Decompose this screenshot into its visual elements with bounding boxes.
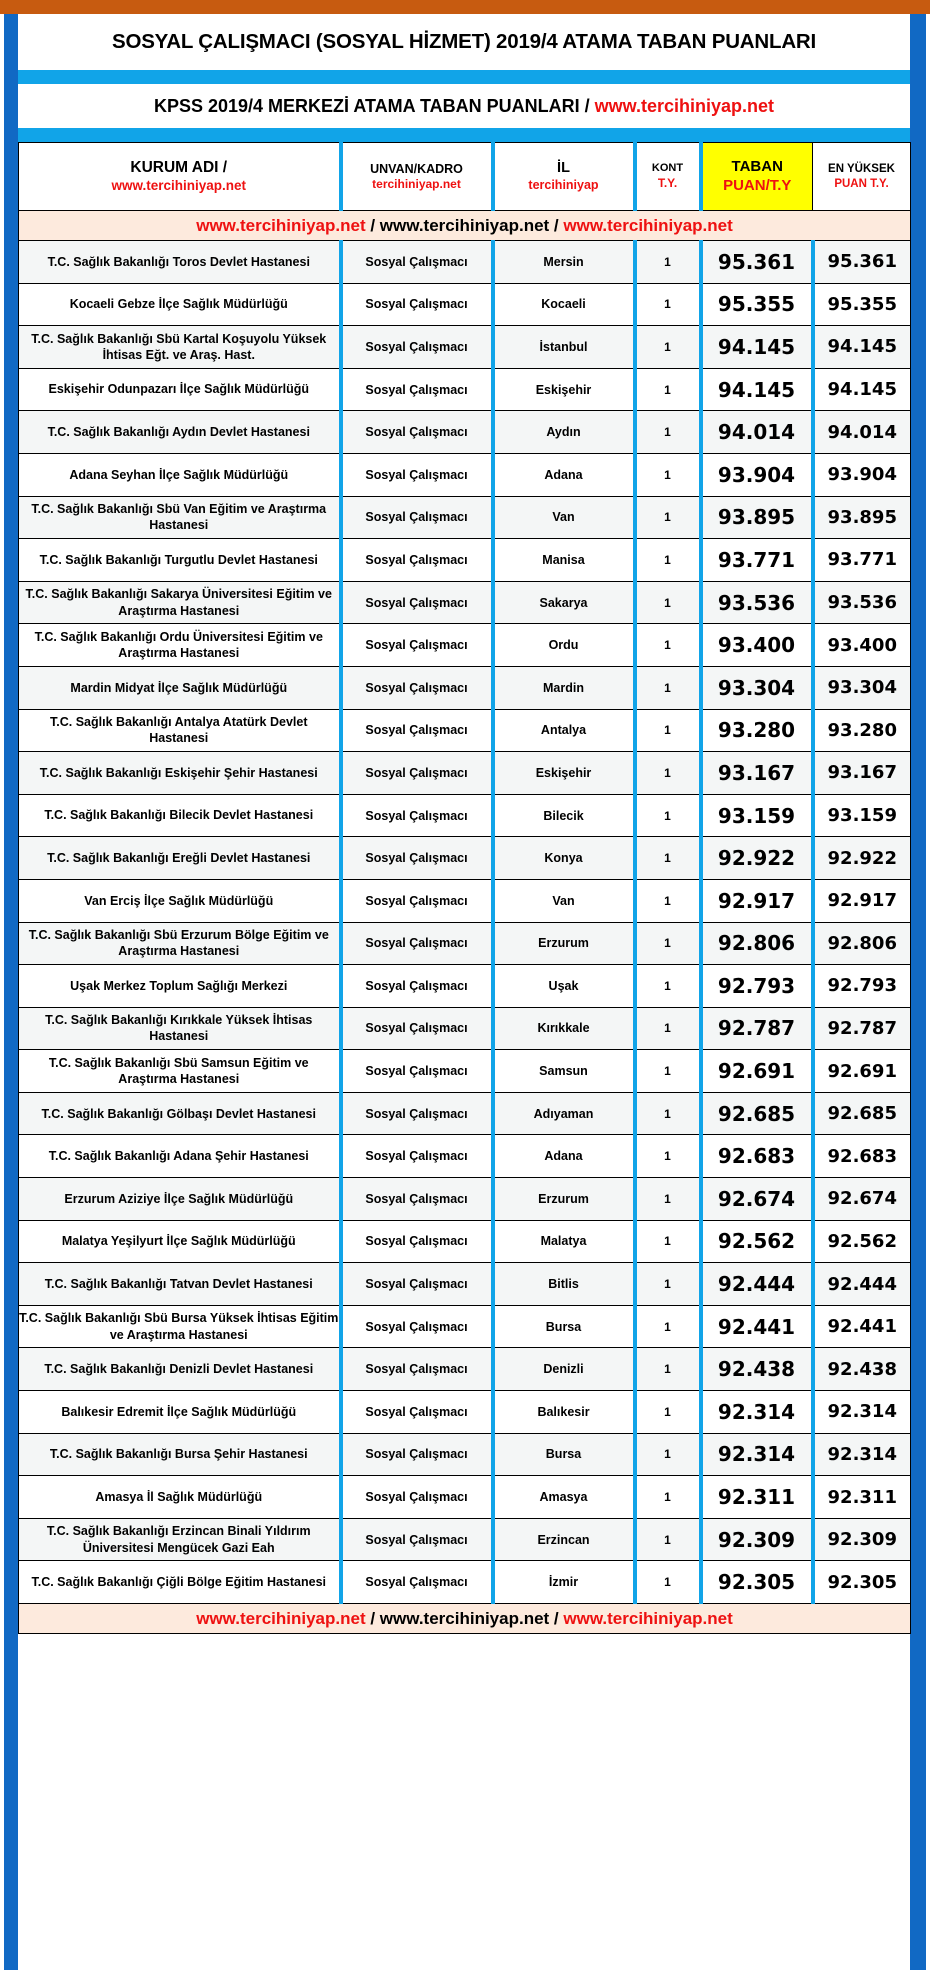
cell-unvan: Sosyal Çalışmacı [341, 922, 493, 965]
enyuksek-header-line2 [813, 177, 910, 191]
cell-enyuksek: 92.441 [813, 1305, 911, 1348]
kurum-header-line2: www.tercihiniyap.net [111, 177, 247, 193]
cell-enyuksek: 92.438 [813, 1348, 911, 1391]
cell-kurum: T.C. Sağlık Bakanlığı Sbü Samsun Eğitim ve Araştırma Hastanesi [19, 1050, 341, 1093]
cell-kurum: Balıkesir Edremit İlçe Sağlık Müdürlüğü [19, 1391, 341, 1434]
cell-il: Eskişehir [493, 368, 635, 411]
cell-taban: 93.167 [701, 752, 813, 795]
top-orange-strip [0, 0, 930, 14]
table-row [19, 922, 911, 965]
cell-unvan: Sosyal Çalışmacı [341, 1178, 493, 1221]
table-row [19, 283, 911, 326]
cell-kont: 1 [635, 1518, 701, 1561]
column-header-unvan-kadro [341, 143, 493, 211]
cell-il: Eskişehir [493, 752, 635, 795]
table-row [19, 1050, 911, 1093]
cell-kont: 1 [635, 283, 701, 326]
cell-taban: 92.438 [701, 1348, 813, 1391]
il-header-line1: İL [557, 160, 570, 177]
column-header-en-yuksek-puan [813, 143, 911, 211]
cell-taban: 93.159 [701, 794, 813, 837]
promo-top-sep-1: / [365, 215, 380, 235]
page-title [18, 14, 910, 70]
table-row [19, 837, 911, 880]
cell-taban: 93.771 [701, 539, 813, 582]
cell-kont: 1 [635, 837, 701, 880]
cell-unvan: Sosyal Çalışmacı [341, 1433, 493, 1476]
taban-header-line1: TABAN [731, 158, 783, 176]
cell-unvan: Sosyal Çalışmacı [341, 794, 493, 837]
cell-enyuksek: 93.536 [813, 581, 911, 624]
left-blue-rail [4, 14, 18, 1970]
cell-kont: 1 [635, 922, 701, 965]
table-row [19, 752, 911, 795]
table-row [19, 539, 911, 582]
cell-kont: 1 [635, 1178, 701, 1221]
table-row [19, 1561, 911, 1604]
promo-band-top [19, 211, 911, 241]
cell-kont: 1 [635, 581, 701, 624]
cell-unvan: Sosyal Çalışmacı [341, 879, 493, 922]
cell-taban: 93.400 [701, 624, 813, 667]
cell-kont: 1 [635, 368, 701, 411]
cell-taban: 92.793 [701, 965, 813, 1008]
cell-unvan: Sosyal Çalışmacı [341, 965, 493, 1008]
cell-il: Van [493, 496, 635, 539]
il-header-line2: tercihiniyap [528, 177, 599, 192]
cell-taban: 92.314 [701, 1391, 813, 1434]
cell-il: İstanbul [493, 326, 635, 369]
enyuksek-header-ty: T.Y. [870, 177, 889, 190]
cell-kont: 1 [635, 1476, 701, 1519]
cell-enyuksek: 93.895 [813, 496, 911, 539]
cell-kont: 1 [635, 1433, 701, 1476]
unvan-header-line1: UNVAN/KADRO [370, 161, 463, 176]
cell-taban: 93.904 [701, 453, 813, 496]
cell-il: Bursa [493, 1433, 635, 1476]
cell-il: Manisa [493, 539, 635, 582]
cell-enyuksek: 92.562 [813, 1220, 911, 1263]
cell-kurum: T.C. Sağlık Bakanlığı Ordu Üniversitesi Eğitim ve Araştırma Hastanesi [19, 624, 341, 667]
cell-il: Bursa [493, 1305, 635, 1348]
cell-enyuksek: 94.145 [813, 368, 911, 411]
cell-taban: 93.895 [701, 496, 813, 539]
cell-il: Kocaeli [493, 283, 635, 326]
table-row [19, 1135, 911, 1178]
table-row [19, 1348, 911, 1391]
cell-il: Samsun [493, 1050, 635, 1093]
cell-kurum: Amasya İl Sağlık Müdürlüğü [19, 1476, 341, 1519]
cell-enyuksek: 92.787 [813, 1007, 911, 1050]
promo-top-link-1[interactable]: www.tercihiniyap.net [196, 215, 366, 235]
table-row [19, 453, 911, 496]
scores-table [18, 142, 911, 1634]
cell-taban: 92.305 [701, 1561, 813, 1604]
cell-kurum: Malatya Yeşilyurt İlçe Sağlık Müdürlüğü [19, 1220, 341, 1263]
table-row [19, 368, 911, 411]
cell-enyuksek: 92.685 [813, 1092, 911, 1135]
cell-kont: 1 [635, 539, 701, 582]
cell-enyuksek: 93.771 [813, 539, 911, 582]
cell-kont: 1 [635, 1092, 701, 1135]
table-row [19, 1092, 911, 1135]
cell-kont: 1 [635, 1348, 701, 1391]
cell-il: Aydın [493, 411, 635, 454]
table-header-row [19, 143, 911, 211]
cell-taban: 94.145 [701, 326, 813, 369]
cell-enyuksek: 92.917 [813, 879, 911, 922]
cell-kurum: Uşak Merkez Toplum Sağlığı Merkezi [19, 965, 341, 1008]
cell-il: Denizli [493, 1348, 635, 1391]
cell-kont: 1 [635, 1305, 701, 1348]
cell-enyuksek: 93.400 [813, 624, 911, 667]
title-separator-bottom [18, 128, 910, 142]
cell-unvan: Sosyal Çalışmacı [341, 539, 493, 582]
cell-kont: 1 [635, 1263, 701, 1306]
cell-unvan: Sosyal Çalışmacı [341, 496, 493, 539]
cell-kont: 1 [635, 794, 701, 837]
cell-enyuksek: 92.683 [813, 1135, 911, 1178]
cell-il: Antalya [493, 709, 635, 752]
promo-top-link-2[interactable]: www.tercihiniyap.net [379, 215, 550, 235]
cell-il: Balıkesir [493, 1391, 635, 1434]
cell-taban: 92.685 [701, 1092, 813, 1135]
cell-kont: 1 [635, 709, 701, 752]
column-header-kurum-adi [19, 143, 341, 211]
promo-band-bottom-text [19, 1604, 911, 1634]
cell-taban: 92.444 [701, 1263, 813, 1306]
cell-unvan: Sosyal Çalışmacı [341, 1050, 493, 1093]
cell-taban: 92.922 [701, 837, 813, 880]
cell-taban: 93.536 [701, 581, 813, 624]
cell-enyuksek: 92.691 [813, 1050, 911, 1093]
cell-il: Uşak [493, 965, 635, 1008]
cell-kont: 1 [635, 1391, 701, 1434]
cell-unvan: Sosyal Çalışmacı [341, 581, 493, 624]
cell-kurum: T.C. Sağlık Bakanlığı Gölbaşı Devlet Hastanesi [19, 1092, 341, 1135]
cell-unvan: Sosyal Çalışmacı [341, 1220, 493, 1263]
promo-top-link-3[interactable]: www.tercihiniyap.net [563, 215, 733, 235]
column-header-il [493, 143, 635, 211]
cell-taban: 92.691 [701, 1050, 813, 1093]
cell-kont: 1 [635, 453, 701, 496]
cell-kurum: T.C. Sağlık Bakanlığı Erzincan Binali Yıldırım Üniversitesi Mengücek Gazi Eah [19, 1518, 341, 1561]
cell-il: Bitlis [493, 1263, 635, 1306]
cell-taban: 93.304 [701, 666, 813, 709]
cell-kurum: T.C. Sağlık Bakanlığı Turgutlu Devlet Hastanesi [19, 539, 341, 582]
table-row [19, 1305, 911, 1348]
cell-taban: 92.683 [701, 1135, 813, 1178]
cell-unvan: Sosyal Çalışmacı [341, 1348, 493, 1391]
table-row [19, 581, 911, 624]
cell-kurum: Mardin Midyat İlçe Sağlık Müdürlüğü [19, 666, 341, 709]
cell-kont: 1 [635, 666, 701, 709]
cell-enyuksek: 92.674 [813, 1178, 911, 1221]
cell-enyuksek: 92.305 [813, 1561, 911, 1604]
cell-unvan: Sosyal Çalışmacı [341, 666, 493, 709]
cell-kurum: T.C. Sağlık Bakanlığı Eskişehir Şehir Hastanesi [19, 752, 341, 795]
cell-kont: 1 [635, 411, 701, 454]
cell-il: Sakarya [493, 581, 635, 624]
cell-kont: 1 [635, 624, 701, 667]
cell-kurum: T.C. Sağlık Bakanlığı Ereğli Devlet Hastanesi [19, 837, 341, 880]
cell-unvan: Sosyal Çalışmacı [341, 1476, 493, 1519]
cell-kont: 1 [635, 879, 701, 922]
title-separator-top [18, 70, 910, 84]
cell-il: Amasya [493, 1476, 635, 1519]
right-blue-rail [910, 14, 926, 1970]
cell-taban: 94.014 [701, 411, 813, 454]
cell-enyuksek: 95.355 [813, 283, 911, 326]
cell-unvan: Sosyal Çalışmacı [341, 1561, 493, 1604]
cell-taban: 92.917 [701, 879, 813, 922]
cell-unvan: Sosyal Çalışmacı [341, 1305, 493, 1348]
cell-enyuksek: 93.167 [813, 752, 911, 795]
cell-enyuksek: 93.280 [813, 709, 911, 752]
cell-kurum: T.C. Sağlık Bakanlığı Kırıkkale Yüksek İhtisas Hastanesi [19, 1007, 341, 1050]
cell-enyuksek: 94.014 [813, 411, 911, 454]
cell-kurum: T.C. Sağlık Bakanlığı Aydın Devlet Hastanesi [19, 411, 341, 454]
cell-kont: 1 [635, 965, 701, 1008]
taban-header-line2: PUAN/T.Y [723, 176, 792, 194]
cell-taban: 92.314 [701, 1433, 813, 1476]
cell-unvan: Sosyal Çalışmacı [341, 837, 493, 880]
cell-kurum: T.C. Sağlık Bakanlığı Adana Şehir Hastanesi [19, 1135, 341, 1178]
cell-il: Adana [493, 1135, 635, 1178]
cell-unvan: Sosyal Çalışmacı [341, 624, 493, 667]
cell-unvan: Sosyal Çalışmacı [341, 1092, 493, 1135]
table-row [19, 794, 911, 837]
table-row [19, 411, 911, 454]
page-title-text: SOSYAL ÇALIŞMACI (SOSYAL HİZMET) 2019/4 ATAMA TABAN PUANLARI [111, 30, 817, 53]
table-row [19, 709, 911, 752]
cell-taban: 92.441 [701, 1305, 813, 1348]
cell-taban: 92.311 [701, 1476, 813, 1519]
cell-enyuksek: 92.793 [813, 965, 911, 1008]
page-subtitle [18, 84, 910, 128]
kont-header-line1: KONT [651, 162, 684, 175]
cell-taban: 95.355 [701, 283, 813, 326]
table-row [19, 1263, 911, 1306]
table-row [19, 1433, 911, 1476]
cell-kurum: T.C. Sağlık Bakanlığı Denizli Devlet Hastanesi [19, 1348, 341, 1391]
cell-taban: 92.309 [701, 1518, 813, 1561]
table-row [19, 241, 911, 284]
table-row [19, 1220, 911, 1263]
cell-kont: 1 [635, 496, 701, 539]
cell-il: Erzurum [493, 1178, 635, 1221]
content-area [18, 14, 910, 1970]
cell-unvan: Sosyal Çalışmacı [341, 1007, 493, 1050]
cell-kont: 1 [635, 752, 701, 795]
table-row [19, 1178, 911, 1221]
cell-il: Malatya [493, 1220, 635, 1263]
cell-enyuksek: 94.145 [813, 326, 911, 369]
cell-enyuksek: 92.922 [813, 837, 911, 880]
cell-il: Erzurum [493, 922, 635, 965]
cell-enyuksek: 95.361 [813, 241, 911, 284]
cell-kurum: Van Erciş İlçe Sağlık Müdürlüğü [19, 879, 341, 922]
promo-band-bottom [19, 1604, 911, 1634]
subtitle-black-text: KPSS 2019/4 MERKEZİ ATAMA TABAN PUANLARI / [153, 95, 595, 116]
cell-enyuksek: 93.904 [813, 453, 911, 496]
table-row [19, 624, 911, 667]
cell-taban: 95.361 [701, 241, 813, 284]
cell-unvan: Sosyal Çalışmacı [341, 283, 493, 326]
cell-kont: 1 [635, 1220, 701, 1263]
cell-il: Adana [493, 453, 635, 496]
cell-unvan: Sosyal Çalışmacı [341, 752, 493, 795]
table-row [19, 666, 911, 709]
kurum-header-line1: KURUM ADI / [130, 158, 228, 176]
cell-kurum: T.C. Sağlık Bakanlığı Sbü Van Eğitim ve Araştırma Hastanesi [19, 496, 341, 539]
cell-enyuksek: 92.311 [813, 1476, 911, 1519]
promo-bottom-link-1[interactable]: www.tercihiniyap.net [196, 1608, 366, 1628]
cell-taban: 92.562 [701, 1220, 813, 1263]
cell-taban: 92.674 [701, 1178, 813, 1221]
cell-il: Konya [493, 837, 635, 880]
cell-il: Erzincan [493, 1518, 635, 1561]
cell-unvan: Sosyal Çalışmacı [341, 241, 493, 284]
table-row [19, 1391, 911, 1434]
cell-unvan: Sosyal Çalışmacı [341, 453, 493, 496]
cell-il: İzmir [493, 1561, 635, 1604]
cell-unvan: Sosyal Çalışmacı [341, 1263, 493, 1306]
table-row [19, 496, 911, 539]
table-row [19, 1518, 911, 1561]
cell-kurum: Adana Seyhan İlçe Sağlık Müdürlüğü [19, 453, 341, 496]
cell-kurum: T.C. Sağlık Bakanlığı Çiğli Bölge Eğitim Hastanesi [19, 1561, 341, 1604]
cell-il: Van [493, 879, 635, 922]
cell-unvan: Sosyal Çalışmacı [341, 326, 493, 369]
cell-kont: 1 [635, 1007, 701, 1050]
cell-taban: 94.145 [701, 368, 813, 411]
table-row [19, 1007, 911, 1050]
table-row [19, 1476, 911, 1519]
cell-enyuksek: 92.314 [813, 1391, 911, 1434]
promo-band-top-text [19, 211, 911, 241]
cell-kurum: T.C. Sağlık Bakanlığı Toros Devlet Hastanesi [19, 241, 341, 284]
cell-il: Ordu [493, 624, 635, 667]
cell-taban: 93.280 [701, 709, 813, 752]
cell-kurum: T.C. Sağlık Bakanlığı Sakarya Üniversitesi Eğitim ve Araştırma Hastanesi [19, 581, 341, 624]
table-row [19, 326, 911, 369]
subtitle-brand-link[interactable]: www.tercihiniyap.net [594, 95, 775, 116]
promo-bottom-link-2[interactable]: www.tercihiniyap.net [379, 1608, 550, 1628]
cell-unvan: Sosyal Çalışmacı [341, 1391, 493, 1434]
page-subtitle-text [154, 96, 774, 117]
cell-il: Adıyaman [493, 1092, 635, 1135]
promo-bottom-sep-2: / [549, 1608, 564, 1628]
cell-kurum: T.C. Sağlık Bakanlığı Sbü Erzurum Bölge Eğitim ve Araştırma Hastanesi [19, 922, 341, 965]
cell-kont: 1 [635, 1135, 701, 1178]
cell-unvan: Sosyal Çalışmacı [341, 709, 493, 752]
cell-kurum: T.C. Sağlık Bakanlığı Antalya Atatürk Devlet Hastanesi [19, 709, 341, 752]
cell-kont: 1 [635, 1561, 701, 1604]
unvan-header-line2: tercihiniyap.net [372, 176, 461, 191]
cell-enyuksek: 92.309 [813, 1518, 911, 1561]
kont-header-line2: T.Y. [657, 175, 678, 190]
cell-kont: 1 [635, 1050, 701, 1093]
cell-il: Bilecik [493, 794, 635, 837]
table-row [19, 965, 911, 1008]
cell-kurum: T.C. Sağlık Bakanlığı Sbü Bursa Yüksek İhtisas Eğitim ve Araştırma Hastanesi [19, 1305, 341, 1348]
cell-il: Mersin [493, 241, 635, 284]
cell-kurum: T.C. Sağlık Bakanlığı Bursa Şehir Hastanesi [19, 1433, 341, 1476]
table-row [19, 879, 911, 922]
cell-enyuksek: 92.314 [813, 1433, 911, 1476]
promo-bottom-sep-1: / [365, 1608, 380, 1628]
cell-il: Kırıkkale [493, 1007, 635, 1050]
cell-il: Mardin [493, 666, 635, 709]
cell-taban: 92.787 [701, 1007, 813, 1050]
promo-bottom-link-3[interactable]: www.tercihiniyap.net [563, 1608, 733, 1628]
enyuksek-header-puan: PUAN [834, 177, 871, 190]
cell-unvan: Sosyal Çalışmacı [341, 411, 493, 454]
cell-kurum: Eskişehir Odunpazarı İlçe Sağlık Müdürlüğü [19, 368, 341, 411]
table-body [19, 241, 911, 1604]
promo-top-sep-2: / [549, 215, 564, 235]
enyuksek-header-line1: EN YÜKSEK [828, 163, 895, 176]
cell-taban: 92.806 [701, 922, 813, 965]
cell-enyuksek: 92.444 [813, 1263, 911, 1306]
cell-kurum: T.C. Sağlık Bakanlığı Sbü Kartal Koşuyolu Yüksek İhtisas Eğt. ve Araş. Hast. [19, 326, 341, 369]
cell-kont: 1 [635, 326, 701, 369]
cell-enyuksek: 92.806 [813, 922, 911, 965]
cell-kurum: Kocaeli Gebze İlçe Sağlık Müdürlüğü [19, 283, 341, 326]
cell-unvan: Sosyal Çalışmacı [341, 1518, 493, 1561]
cell-kont: 1 [635, 241, 701, 284]
cell-kurum: Erzurum Aziziye İlçe Sağlık Müdürlüğü [19, 1178, 341, 1221]
cell-enyuksek: 93.159 [813, 794, 911, 837]
column-header-taban-puan [701, 143, 813, 211]
cell-unvan: Sosyal Çalışmacı [341, 1135, 493, 1178]
cell-kurum: T.C. Sağlık Bakanlığı Tatvan Devlet Hastanesi [19, 1263, 341, 1306]
cell-unvan: Sosyal Çalışmacı [341, 368, 493, 411]
cell-kurum: T.C. Sağlık Bakanlığı Bilecik Devlet Hastanesi [19, 794, 341, 837]
column-header-kont [635, 143, 701, 211]
cell-enyuksek: 93.304 [813, 666, 911, 709]
